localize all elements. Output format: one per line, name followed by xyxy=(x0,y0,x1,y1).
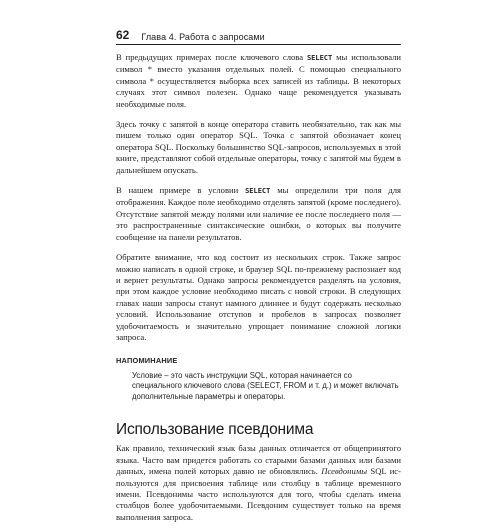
paragraph-4: Обратите внимание, что код состоит из нескольких строк. Также запрос можно написать в одной строке, и браузер SQL по-прежнему распознает код и вернет результаты. Однако запросы рекомендуется разделять на условия, при этом каждое условие необходимо писать с новой строки. В следующих главах наши запросы станут намного длиннее и будут содержать несколько условий. Использование отступов и пробелов в запросах позволяет удобочитаемость и значительно упрощает понимание сложной логики запроса. xyxy=(116,252,401,342)
paragraph-2: Здесь точку с запятой в конце оператора ставить необязательно, так как мы пишем только один оператор SQL. Точка с запятой обозначает конец оператора SQL. Поскольку большинство SQL-запросов, используемых в этой книге, представляют собой отдельные операторы, точку с запятой мы будем в дальнейшем опускать. xyxy=(116,119,401,175)
emphasis-term: Псевдонимы xyxy=(321,466,368,477)
chapter-title: Глава 4. Работа с запросами xyxy=(141,32,265,42)
section-title: Использование псевдонима xyxy=(116,420,314,438)
note-label: НАПОМИНАНИЕ xyxy=(116,356,178,366)
page-number: 62 xyxy=(116,28,130,42)
code-keyword: SELECT xyxy=(306,54,333,62)
running-header xyxy=(116,22,401,45)
reminder-note xyxy=(116,355,401,402)
section-paragraph: Как правило, технический язык базы данных отличается от общепринятого языка. Часто вам придется работать со старыми базами данных или базами данных, имена полей которых давно не обновлялись. Псевдонимы SQL используются для присвоения таблице или столбцу в таблице временного имени. Псевдонимы часто используются для того, чтобы сделать имена столбцов более удобочитаемыми. Псевдоним существует только на время выполнения запроса. xyxy=(116,443,401,522)
paragraph-3: В нашем примере в условии SELECT мы определили три поля для отображения. Каждое поле необходимо отделять запятой (кроме последнего). Отсутствие запятой между полями или наличие ее после последнего поля — это распространенные синтаксические ошибки, о которых вы получите сообщение на панели результатов. xyxy=(116,185,401,242)
note-text: Условие – это часть инструкции SQL, которая начинается со специального ключевого слова (SELECT, FROM и т. д.) и может включать дополнительные параметры и операторы. xyxy=(132,370,399,401)
code-keyword: SELECT xyxy=(245,187,271,196)
body-text xyxy=(116,52,401,532)
paragraph-1: В предыдущих примерах после ключевого слова SELECT мы использовали символ * вместо указания отдельных полей. С помощью специального символа * осуществляется выборка всех записей из таблицы. В некоторых случаях этот символ полезен. Однако чаще рекомендуется указывать необходимые поля. xyxy=(116,52,401,109)
